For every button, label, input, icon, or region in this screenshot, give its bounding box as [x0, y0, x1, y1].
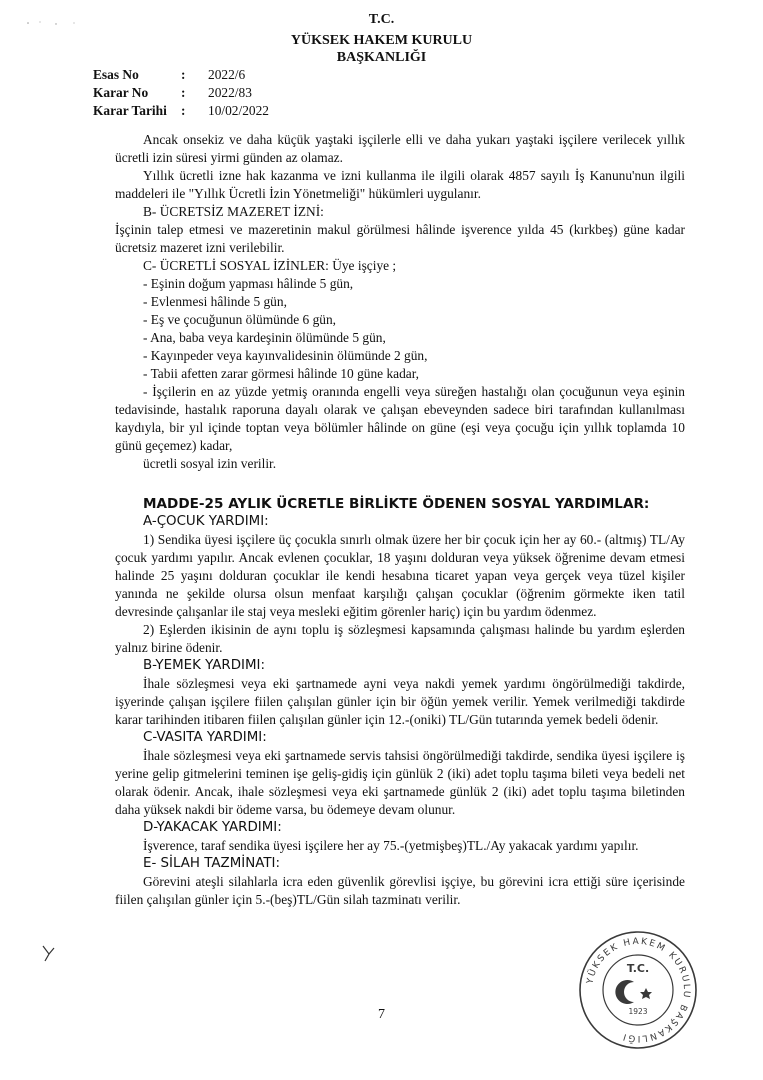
svg-text:YÜKSEK HAKEM KURULU BAŞKANLIĞI: YÜKSEK HAKEM KURULU BAŞKANLIĞI: [585, 936, 692, 1044]
svg-text:T.C.: T.C.: [626, 962, 650, 975]
child-aid-p1: 1) Sendika üyesi işçilere üç çocukla sınırlı olmak üzere her bir çocuk için her ay 60.- (altmış) TL/Ay çocuk yardımı yapılır. Ancak evlenen çocuklar, 18 yaşını dolduran veya yüksek öğrenime devam etmesi halinde 25 yaşını dolduran çocuklar ile kendi hesabına ticaret yapan veya gerçek veya tüzel kişiler yanında ne şekilde olursa olsun menfaat karşılığı çalışan çocuklar (öğrenim görmekte iken tatil devresinde çalışanlar ile staj veya mesleki eğitim görenler hariç) için bu yardım ödenmez.: [115, 532, 685, 619]
meta-value: 2022/6: [208, 67, 246, 82]
meal-aid-title: B-YEMEK YARDIMI:: [143, 658, 265, 673]
leave-item: - Evlenmesi hâlinde 5 gün,: [143, 294, 287, 309]
leave-item: - Ana, baba veya kardeşinin ölümünde 5 gün,: [143, 330, 386, 345]
transport-aid-title: C-VASITA YARDIMI:: [143, 730, 267, 745]
section-c-closing: ücretli sosyal izin verilir.: [143, 456, 277, 471]
section-b-text: İşçinin talep etmesi ve mazeretinin makul görülmesi hâlinde işverence yılda 45 (kırkbeş) güne kadar ücretsiz mazeret izni verilebilir.: [115, 222, 685, 255]
article-25-title: MADDE-25 AYLIK ÜCRETLE BİRLİKTE ÖDENEN SOSYAL YARDIMLAR:: [143, 496, 650, 512]
paragraph-annual-leave: Yıllık ücretli izne hak kazanma ve izni kullanma ile ilgili olarak 4857 sayılı İş Kanunu'nun ilgili maddeleri ile "Yıllık Ücretli İzin Yönetmeliği" hükümleri uygulanır.: [115, 168, 685, 201]
case-meta: [93, 66, 269, 120]
leave-item: - Kayınpeder veya kayınvalidesinin ölümünde 2 gün,: [143, 348, 428, 363]
paragraph-age-leave: Ancak onsekiz ve daha küçük yaştaki işçilerle elli ve daha yukarı yaştaki işçilere verilecek yıllık ücretli izin süresi yirmi günden az olamaz.: [115, 132, 685, 165]
official-seal-stamp: [576, 928, 700, 1052]
fuel-aid-text: İşverence, taraf sendika üyesi işçilere her ay 75.-(yetmişbeş)TL./Ay yakacak yardımı yapılır.: [143, 838, 639, 853]
header-presidency: BAŞKANLIĞI: [336, 50, 427, 65]
meta-row: [93, 84, 269, 102]
section-c-title: C- ÜCRETLİ SOSYAL İZİNLER: Üye işçiye ;: [143, 258, 397, 273]
meta-key: Karar No: [93, 85, 149, 100]
page-number: 7: [378, 1007, 385, 1022]
handwritten-check-mark: [40, 942, 58, 969]
meta-row: [93, 102, 269, 120]
section-b-title: B- ÜCRETSİZ MAZERET İZNİ:: [143, 204, 324, 219]
leave-item-disability: - İşçilerin en az yüzde yetmiş oranında engelli veya süreğen hastalığı olan çocuğunun veya eşinin tedavisinde, hastalık raporuna dayalı olarak ve çalışan ebeveynden sadece biri tarafından kullanılması kaydıyla, bir yıl içinde toptan veya bölümler hâlinde on güne (eşi veya çocuğu için yıllık toplamda 10 günü geçemez) kadar,: [115, 384, 685, 453]
child-aid-title: A-ÇOCUK YARDIMI:: [143, 514, 269, 529]
fuel-aid-title: D-YAKACAK YARDIMI:: [143, 820, 282, 835]
meta-value: 2022/83: [208, 85, 252, 100]
meta-value: 10/02/2022: [208, 103, 270, 118]
child-aid-p2: 2) Eşlerden ikisinin de aynı toplu iş sözleşmesi kapsamında çalışması halinde bu yardım eşlerden yalnız birine ödenir.: [115, 622, 685, 655]
meal-aid-text: İhale sözleşmesi veya eki şartnamede ayni veya nakdi yemek yardımı öngörülmediği takdirde, işyerinde çalışan işçilere fiilen çalışılan günler için bir öğün yemek verilir. Yemek verilmediği takdirde karar tarihinden itibaren fiilen çalışılan günler için 12.-(oniki) TL/Gün tutarında yemek bedeli ödenir.: [115, 676, 685, 727]
meta-sep: :: [181, 103, 186, 118]
meta-key: Karar Tarihi: [93, 103, 167, 118]
leave-item: - Tabii afetten zarar görmesi hâlinde 10 güne kadar,: [143, 366, 420, 381]
transport-aid-text: İhale sözleşmesi veya eki şartnamede servis tahsisi öngörülmediği takdirde, sendika üyesi işçilere iş yerine gelip gitmelerini teminen işe geliş-gidiş için günlük 2 (iki) adet toplu taşıma bileti veya bedeli net olarak ödenir. Ancak, ihale sözleşmesi veya eki şartnamede günlük 2 (iki) adet toplu taşıma biletinden daha yüksek nakdi bir ödeme varsa, bu ödemeye devam olunur.: [115, 748, 685, 817]
meta-sep: :: [181, 85, 186, 100]
svg-text:1923: 1923: [628, 1007, 648, 1016]
header-tc: T.C.: [368, 12, 395, 27]
leave-item: - Eşinin doğum yapması hâlinde 5 gün,: [143, 276, 354, 291]
header-institution: YÜKSEK HAKEM KURULU: [290, 33, 473, 48]
meta-row: [93, 66, 269, 84]
document-body: [115, 131, 685, 909]
meta-key: Esas No: [93, 67, 139, 82]
weapon-allowance-title: E- SİLAH TAZMİNATI:: [143, 856, 281, 871]
leave-item: - Eş ve çocuğunun ölümünde 6 gün,: [143, 312, 337, 327]
meta-sep: :: [181, 67, 186, 82]
weapon-allowance-text: Görevini ateşli silahlarla icra eden güvenlik görevlisi işçiye, bu görevini icra ettiği süre içerisinde fiilen çalışılan günler için 5.-(beş)TL/Gün silah tazminatı verilir.: [115, 874, 685, 907]
